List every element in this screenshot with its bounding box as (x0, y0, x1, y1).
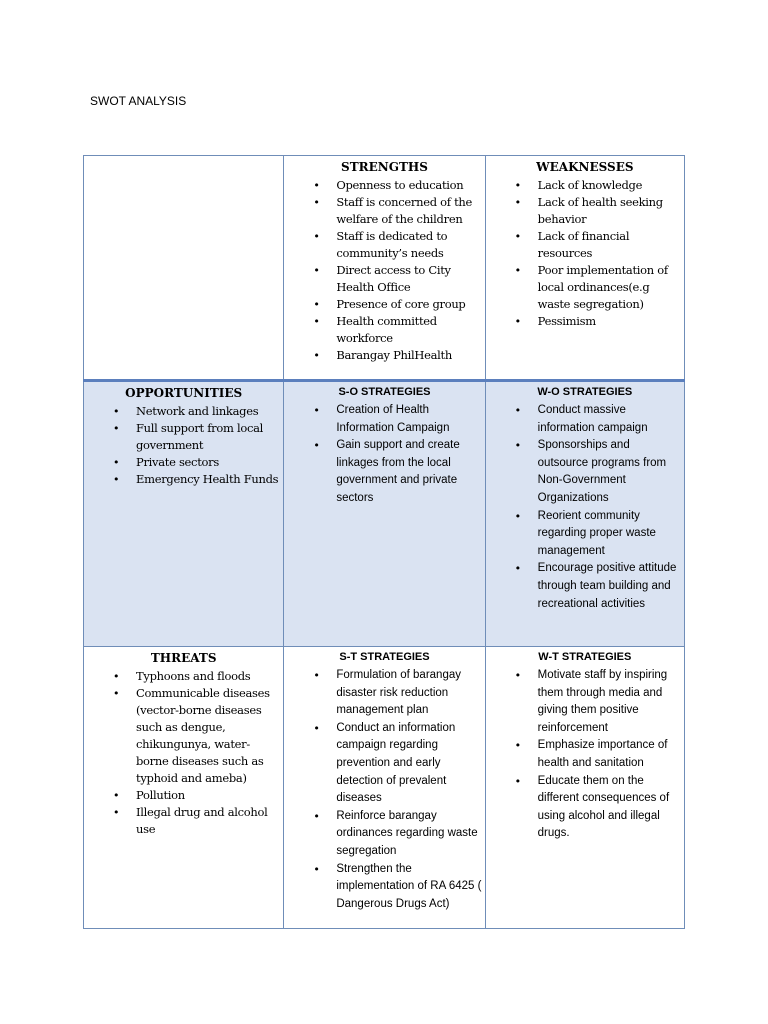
wo-strategies-list (486, 402, 684, 613)
list-item: • Educate them on the different consequences of using alcohol and illegal drugs. (538, 773, 682, 843)
list-item: • Lack of knowledge (538, 177, 682, 194)
empty-corner-cell (84, 156, 284, 381)
list-item: • Poor implementation of local ordinances(e.g waste segregation) (538, 262, 682, 313)
list-item: • Emphasize importance of health and sanitation (538, 737, 682, 772)
swot-row-threats (84, 647, 685, 929)
list-item: • Health committed workforce (336, 313, 482, 347)
threats-cell (84, 647, 284, 929)
list-item: • Staff is dedicated to community’s needs (336, 228, 482, 262)
wo-strategies-cell (485, 381, 684, 647)
so-strategies-heading: S-O STRATEGIES (338, 386, 431, 398)
st-strategies-heading: S-T STRATEGIES (339, 651, 430, 663)
st-strategies-list (284, 667, 484, 913)
opportunities-heading: OPPORTUNITIES (125, 386, 243, 400)
threats-list (84, 668, 283, 838)
list-item: • Staff is concerned of the welfare of the children (336, 194, 482, 228)
list-item: • Direct access to City Health Office (336, 262, 482, 296)
list-item: • Sponsorships and outsource programs from Non-Government Organizations (538, 437, 682, 507)
list-item: • Pessimism (538, 313, 682, 330)
swot-row-opportunities (84, 381, 685, 647)
document-title: SWOT ANALYSIS (90, 94, 187, 108)
list-item: • Emergency Health Funds (136, 471, 281, 488)
list-item: • Lack of financial resources (538, 228, 682, 262)
list-item: • Formulation of barangay disaster risk reduction management plan (336, 667, 482, 720)
swot-row-internal (84, 156, 685, 381)
wt-strategies-list (486, 667, 684, 843)
list-item: • Pollution (136, 787, 281, 804)
list-item: • Full support from local government (136, 420, 281, 454)
list-item: • Encourage positive attitude through team building and recreational activities (538, 560, 682, 613)
list-item: • Lack of health seeking behavior (538, 194, 682, 228)
list-item: • Private sectors (136, 454, 281, 471)
weaknesses-cell (485, 156, 684, 381)
opportunities-cell (84, 381, 284, 647)
wo-strategies-heading: W-O STRATEGIES (537, 386, 633, 398)
st-strategies-cell (284, 647, 485, 929)
list-item: • Conduct an information campaign regarding prevention and early detection of prevalent diseases (336, 720, 482, 808)
wt-strategies-heading: W-T STRATEGIES (538, 651, 632, 663)
list-item: • Reinforce barangay ordinances regarding waste segregation (336, 808, 482, 861)
list-item: • Openness to education (336, 177, 482, 194)
strengths-list (284, 177, 484, 364)
weaknesses-heading: WEAKNESSES (536, 160, 634, 174)
list-item: • Strengthen the implementation of RA 6425 ( Dangerous Drugs Act) (336, 861, 482, 914)
so-strategies-cell (284, 381, 485, 647)
strengths-cell (284, 156, 485, 381)
list-item: • Conduct massive information campaign (538, 402, 682, 437)
wt-strategies-cell (485, 647, 684, 929)
list-item: • Motivate staff by inspiring them through media and giving them positive reinforcement (538, 667, 682, 737)
list-item: • Reorient community regarding proper waste management (538, 508, 682, 561)
list-item: • Creation of Health Information Campaign (336, 402, 482, 437)
list-item: • Illegal drug and alcohol use (136, 804, 281, 838)
opportunities-list (84, 403, 283, 488)
threats-heading: THREATS (150, 651, 217, 665)
list-item: • Typhoons and floods (136, 668, 281, 685)
list-item: • Presence of core group (336, 296, 482, 313)
so-strategies-list (284, 402, 484, 508)
weaknesses-list (486, 177, 684, 330)
swot-table (83, 155, 685, 929)
list-item: • Network and linkages (136, 403, 281, 420)
list-item: • Communicable diseases (vector-borne diseases such as dengue, chikungunya, water-borne diseases such as typhoid and ameba) (136, 685, 281, 787)
list-item: • Gain support and create linkages from the local government and private sectors (336, 437, 482, 507)
list-item: • Barangay PhilHealth (336, 347, 482, 364)
strengths-heading: STRENGTHS (341, 160, 428, 174)
